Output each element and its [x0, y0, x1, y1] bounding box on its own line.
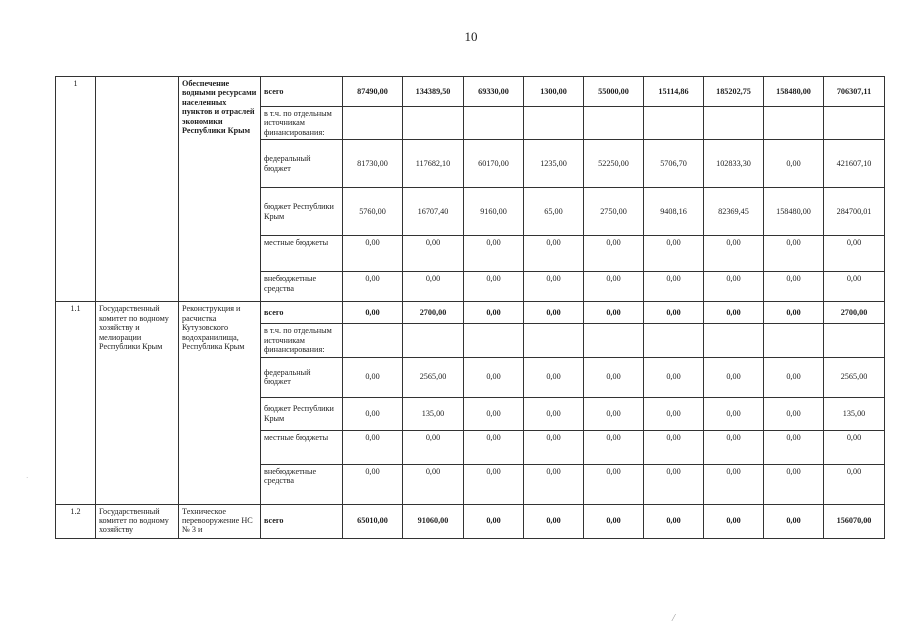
value-cell: 0,00	[464, 272, 524, 302]
value-cell: 135,00	[824, 397, 885, 430]
value-cell: 0,00	[343, 430, 403, 464]
row-object: Техническое перевооружение НС № 3 и	[179, 504, 261, 538]
value-cell: 65010,00	[343, 504, 403, 538]
value-cell: 158480,00	[764, 188, 824, 236]
value-cell: 9408,16	[644, 188, 704, 236]
value-cell: 60170,00	[464, 140, 524, 188]
value-cell: 65,00	[524, 188, 584, 236]
value-cell: 0,00	[704, 272, 764, 302]
value-cell: 0,00	[524, 397, 584, 430]
value-cell: 0,00	[584, 464, 644, 504]
value-cell: 0,00	[584, 302, 644, 324]
funding-table	[55, 76, 885, 539]
value-cell: 0,00	[764, 397, 824, 430]
value-cell: 2700,00	[824, 302, 885, 324]
source-label-extra: внебюджетные средства	[261, 272, 343, 302]
value-cell: 69330,00	[464, 77, 524, 107]
value-cell: 0,00	[704, 236, 764, 272]
value-cell: 0,00	[403, 272, 464, 302]
table-row	[56, 77, 885, 107]
source-label-incl: в т.ч. по отдельным источникам финансирования:	[261, 107, 343, 140]
value-cell: 87490,00	[343, 77, 403, 107]
value-cell: 2565,00	[403, 357, 464, 397]
value-cell: 5706,70	[644, 140, 704, 188]
page-number: 10	[464, 29, 478, 44]
empty-cell	[704, 324, 764, 357]
scan-speck: ·	[26, 474, 29, 482]
value-cell: 0,00	[343, 464, 403, 504]
value-cell: 0,00	[524, 236, 584, 272]
empty-cell	[464, 107, 524, 140]
empty-cell	[524, 107, 584, 140]
value-cell: 0,00	[644, 302, 704, 324]
value-cell: 0,00	[764, 140, 824, 188]
value-cell: 117682,10	[403, 140, 464, 188]
row-executor: Государственный комитет по водному хозяйству и мелиорации Республики Крым	[96, 302, 179, 504]
empty-cell	[644, 107, 704, 140]
value-cell: 0,00	[764, 302, 824, 324]
value-cell: 0,00	[464, 464, 524, 504]
value-cell: 0,00	[464, 430, 524, 464]
value-cell: 0,00	[584, 236, 644, 272]
value-cell: 0,00	[343, 397, 403, 430]
value-cell: 0,00	[584, 430, 644, 464]
value-cell: 0,00	[644, 357, 704, 397]
value-cell: 156070,00	[824, 504, 885, 538]
empty-cell	[704, 107, 764, 140]
value-cell: 0,00	[704, 302, 764, 324]
value-cell: 0,00	[764, 464, 824, 504]
value-cell: 0,00	[644, 464, 704, 504]
table-row	[56, 504, 885, 538]
value-cell: 0,00	[644, 272, 704, 302]
value-cell: 0,00	[584, 504, 644, 538]
value-cell: 0,00	[403, 430, 464, 464]
source-label-republic: бюджет Республики Крым	[261, 397, 343, 430]
value-cell: 0,00	[824, 272, 885, 302]
source-label-federal: федеральный бюджет	[261, 140, 343, 188]
value-cell: 2700,00	[403, 302, 464, 324]
value-cell: 15114,86	[644, 77, 704, 107]
empty-cell	[403, 324, 464, 357]
source-label-local: местные бюджеты	[261, 430, 343, 464]
value-cell: 5760,00	[343, 188, 403, 236]
value-cell: 0,00	[764, 504, 824, 538]
row-number: 1	[56, 77, 96, 302]
value-cell: 2750,00	[584, 188, 644, 236]
value-cell: 0,00	[704, 464, 764, 504]
value-cell: 0,00	[824, 236, 885, 272]
value-cell: 0,00	[464, 357, 524, 397]
value-cell: 0,00	[704, 397, 764, 430]
value-cell: 0,00	[524, 357, 584, 397]
value-cell: 0,00	[524, 504, 584, 538]
value-cell: 0,00	[403, 236, 464, 272]
source-label-total: всего	[261, 302, 343, 324]
source-label-total: всего	[261, 504, 343, 538]
value-cell: 284700,01	[824, 188, 885, 236]
value-cell: 0,00	[644, 236, 704, 272]
value-cell: 0,00	[764, 430, 824, 464]
value-cell: 102833,30	[704, 140, 764, 188]
value-cell: 0,00	[343, 236, 403, 272]
row-object: Обеспечение водными ресурсами населенных пунктов и отраслей экономики Республики Крым	[179, 77, 261, 302]
value-cell: 0,00	[824, 430, 885, 464]
value-cell: 706307,11	[824, 77, 885, 107]
value-cell: 0,00	[524, 302, 584, 324]
empty-cell	[764, 324, 824, 357]
value-cell: 0,00	[524, 430, 584, 464]
empty-cell	[524, 324, 584, 357]
value-cell: 0,00	[464, 504, 524, 538]
empty-cell	[343, 107, 403, 140]
value-cell: 0,00	[644, 430, 704, 464]
empty-cell	[824, 324, 885, 357]
value-cell: 0,00	[764, 236, 824, 272]
value-cell: 91060,00	[403, 504, 464, 538]
value-cell: 0,00	[584, 357, 644, 397]
value-cell: 0,00	[764, 357, 824, 397]
source-label-incl: в т.ч. по отдельным источникам финансирования:	[261, 324, 343, 357]
source-label-local: местные бюджеты	[261, 236, 343, 272]
value-cell: 0,00	[524, 464, 584, 504]
empty-cell	[403, 107, 464, 140]
row-number: 1.2	[56, 504, 96, 538]
value-cell: 2565,00	[824, 357, 885, 397]
row-object: Реконструкция и расчистка Кутузовского водохранилища, Республика Крым	[179, 302, 261, 504]
value-cell: 0,00	[704, 357, 764, 397]
value-cell: 16707,40	[403, 188, 464, 236]
value-cell: 0,00	[524, 272, 584, 302]
value-cell: 1235,00	[524, 140, 584, 188]
source-label-federal: федеральный бюджет	[261, 357, 343, 397]
value-cell: 52250,00	[584, 140, 644, 188]
value-cell: 55000,00	[584, 77, 644, 107]
value-cell: 0,00	[464, 397, 524, 430]
source-label-extra: внебюджетные средства	[261, 464, 343, 504]
source-label-total: всего	[261, 77, 343, 107]
value-cell: 81730,00	[343, 140, 403, 188]
value-cell: 0,00	[403, 464, 464, 504]
scan-mark: /	[672, 612, 676, 624]
row-executor	[96, 77, 179, 302]
row-number: 1.1	[56, 302, 96, 504]
value-cell: 82369,45	[704, 188, 764, 236]
value-cell: 0,00	[644, 397, 704, 430]
table-row	[56, 302, 885, 324]
value-cell: 0,00	[584, 272, 644, 302]
value-cell: 185202,75	[704, 77, 764, 107]
empty-cell	[584, 107, 644, 140]
value-cell: 0,00	[644, 504, 704, 538]
value-cell: 0,00	[464, 302, 524, 324]
value-cell: 1300,00	[524, 77, 584, 107]
value-cell: 421607,10	[824, 140, 885, 188]
value-cell: 0,00	[584, 397, 644, 430]
row-executor: Государственный комитет по водному хозяйству	[96, 504, 179, 538]
empty-cell	[464, 324, 524, 357]
value-cell: 135,00	[403, 397, 464, 430]
source-label-republic: бюджет Республики Крым	[261, 188, 343, 236]
value-cell: 0,00	[464, 236, 524, 272]
value-cell: 0,00	[704, 430, 764, 464]
value-cell: 0,00	[764, 272, 824, 302]
value-cell: 0,00	[824, 464, 885, 504]
value-cell: 134389,50	[403, 77, 464, 107]
value-cell: 0,00	[343, 272, 403, 302]
value-cell: 9160,00	[464, 188, 524, 236]
empty-cell	[584, 324, 644, 357]
empty-cell	[764, 107, 824, 140]
empty-cell	[824, 107, 885, 140]
value-cell: 0,00	[343, 302, 403, 324]
value-cell: 158480,00	[764, 77, 824, 107]
empty-cell	[644, 324, 704, 357]
value-cell: 0,00	[343, 357, 403, 397]
value-cell: 0,00	[704, 504, 764, 538]
empty-cell	[343, 324, 403, 357]
